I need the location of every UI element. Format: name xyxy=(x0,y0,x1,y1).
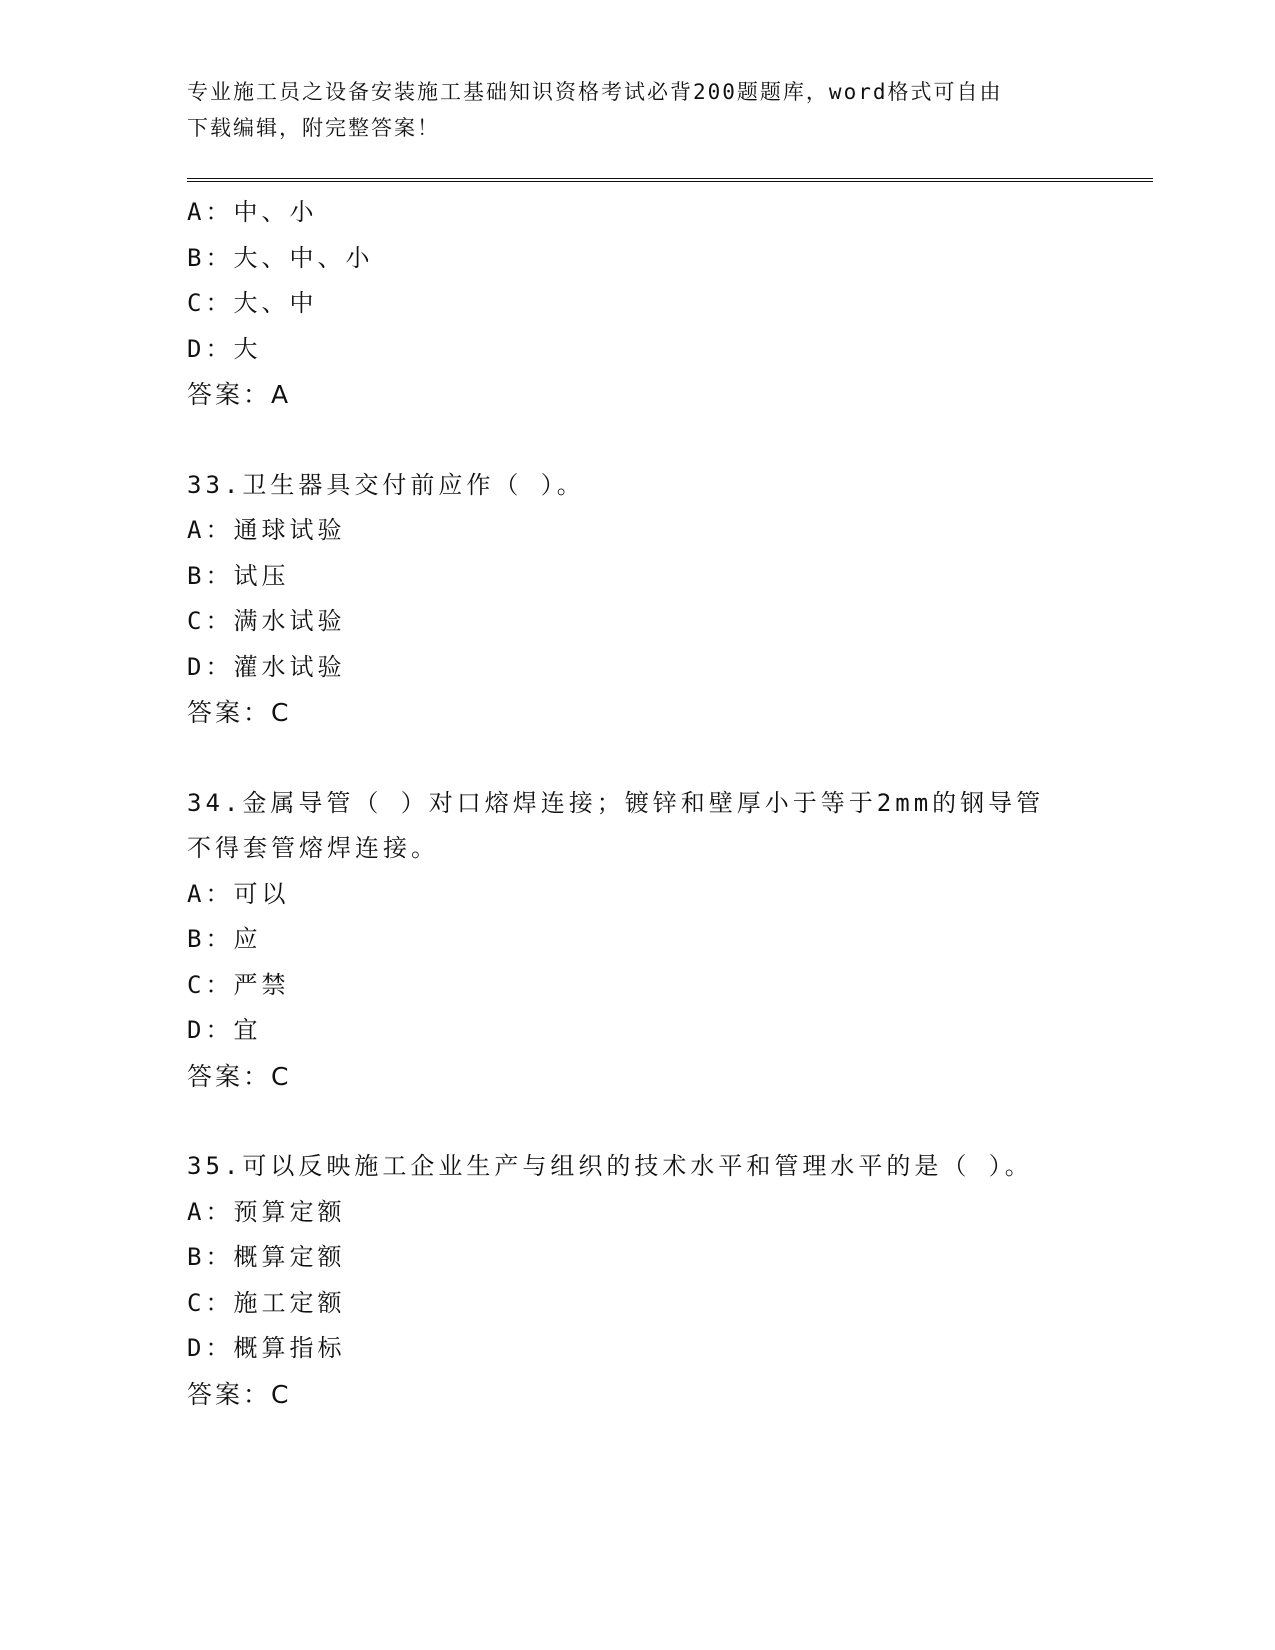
option-c: C：严禁 xyxy=(187,970,290,999)
answer-line: 答案：C xyxy=(187,1379,292,1409)
header-line-2: 下载编辑，附完整答案！ xyxy=(187,116,440,140)
option-d: D：概算指标 xyxy=(187,1334,346,1362)
option-d: D：灌水试验 xyxy=(187,652,346,681)
answer-line: 答案：C xyxy=(187,1061,292,1091)
option-b: B：概算定额 xyxy=(187,1243,346,1271)
option-c: C：满水试验 xyxy=(187,607,346,635)
option-c: C：大、中 xyxy=(187,289,318,317)
spacer xyxy=(187,1099,1087,1144)
option-b: B：试压 xyxy=(187,561,290,590)
question-block-34 xyxy=(187,781,1087,1100)
option-a: A：通球试验 xyxy=(187,516,346,544)
option-d: D：大 xyxy=(187,334,262,363)
document-header xyxy=(187,74,1067,146)
question-text: 35.可以反映施工企业生产与组织的技术水平和管理水平的是（ ）。 xyxy=(187,1152,1033,1180)
question-text-line-2: 不得套管熔焊连接。 xyxy=(187,834,439,862)
option-d: D：宜 xyxy=(187,1016,262,1044)
question-block-35 xyxy=(187,1144,1087,1417)
spacer xyxy=(187,736,1087,781)
question-block-prev xyxy=(187,190,1087,418)
question-block-33 xyxy=(187,463,1087,736)
option-a: A：可以 xyxy=(187,879,290,908)
spacer xyxy=(187,418,1087,463)
header-divider xyxy=(187,178,1153,182)
option-b: B：大、中、小 xyxy=(187,243,374,272)
option-c: C：施工定额 xyxy=(187,1288,346,1317)
answer-line: 答案：A xyxy=(187,380,292,409)
option-a: A：中、小 xyxy=(187,198,318,226)
option-b: B：应 xyxy=(187,925,262,953)
answer-line: 答案：C xyxy=(187,698,292,727)
header-line-1: 专业施工员之设备安装施工基础知识资格考试必背200题题库，word格式可自由 xyxy=(187,80,1003,104)
question-text-line-1: 34.金属导管（ ）对口熔焊连接；镀锌和壁厚小于等于2mm的钢导管 xyxy=(187,788,1045,817)
question-text: 33.卫生器具交付前应作（ ）。 xyxy=(187,470,585,499)
option-a: A：预算定额 xyxy=(187,1197,346,1226)
question-list xyxy=(187,190,1087,1417)
